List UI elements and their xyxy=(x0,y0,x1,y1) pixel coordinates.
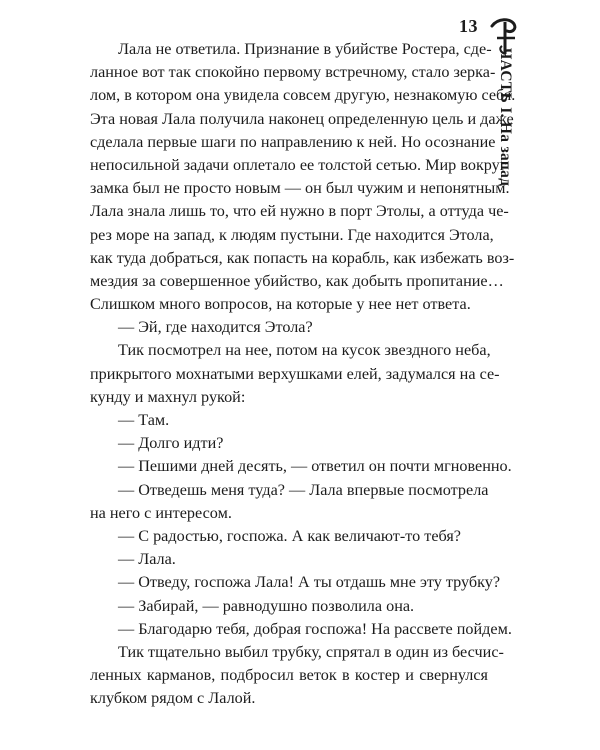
text-line: — Благодарю тебя, добрая госпожа! На рассвете пойдем. xyxy=(118,619,512,638)
text-line: — Пешими дней десять, — ответил он почти мгновенно. xyxy=(118,457,512,476)
text-line: ленных карманов, подбросил веток в костер и свернулся xyxy=(90,666,488,685)
text-line: Лала знала лишь то, что ей нужно в порт Этолы, а оттуда че- xyxy=(90,202,509,221)
text-line: ланное вот так спокойно первому встречному, стало зерка- xyxy=(90,63,496,82)
text-line: — Отведешь меня туда? — Лала впервые посмотрела xyxy=(118,480,489,499)
text-line: Тик тщательно выбил трубку, спрятал в один из бесчис- xyxy=(118,642,504,661)
text-line: Тик посмотрел на нее, потом на кусок звездного неба, xyxy=(118,341,491,360)
text-line: клубком рядом с Лалой. xyxy=(90,689,256,708)
text-line: Лала не ответила. Признание в убийстве Ростера, сде- xyxy=(118,40,492,58)
text-line: кунду и махнул рукой: xyxy=(90,387,246,406)
text-line: на него с интересом. xyxy=(90,503,232,522)
text-line: лом, в котором она увидела совсем другую, незнакомую себя. xyxy=(90,86,516,105)
text-line: — Забирай, — равнодушно позволила она. xyxy=(118,596,415,615)
text-line: Эта новая Лала получила наконец определенную цель и даже xyxy=(90,109,514,128)
text-line: — Лала. xyxy=(118,550,176,569)
text-line: — Там. xyxy=(118,411,170,429)
text-line: рез море на запад, к людям пустыни. Где находится Этола, xyxy=(90,225,494,244)
text-line: как туда добраться, как попасть на корабль, как избежать воз- xyxy=(90,248,515,267)
text-line: — Долго идти? xyxy=(118,434,224,453)
text-line: замка был не просто новым — он был чужим и непонятным. xyxy=(90,179,510,198)
text-line: Слишком много вопросов, на которые у нее нет ответа. xyxy=(90,295,471,314)
text-line: — Эй, где находится Этола? xyxy=(118,318,313,337)
running-title: ЧАСТЬ I. На запад xyxy=(497,48,514,187)
text-line: прикрытого мохнатыми верхушками елей, задумался на се- xyxy=(90,364,500,383)
page-number: 13 xyxy=(459,16,478,36)
text-line: — Отведу, госпожа Лала! А ты отдашь мне эту трубку? xyxy=(118,573,501,592)
text-line: сделала первые шаги по направлению к ней. Но осознание xyxy=(90,132,496,151)
text-line: непосильной задачи оплетало ее толстой сетью. Мир вокруг xyxy=(90,155,507,174)
text-line: — С радостью, госпожа. А как величают-то тебя? xyxy=(118,526,461,545)
text-line: мездия за совершенное убийство, как добыть пропитание… xyxy=(90,271,504,290)
